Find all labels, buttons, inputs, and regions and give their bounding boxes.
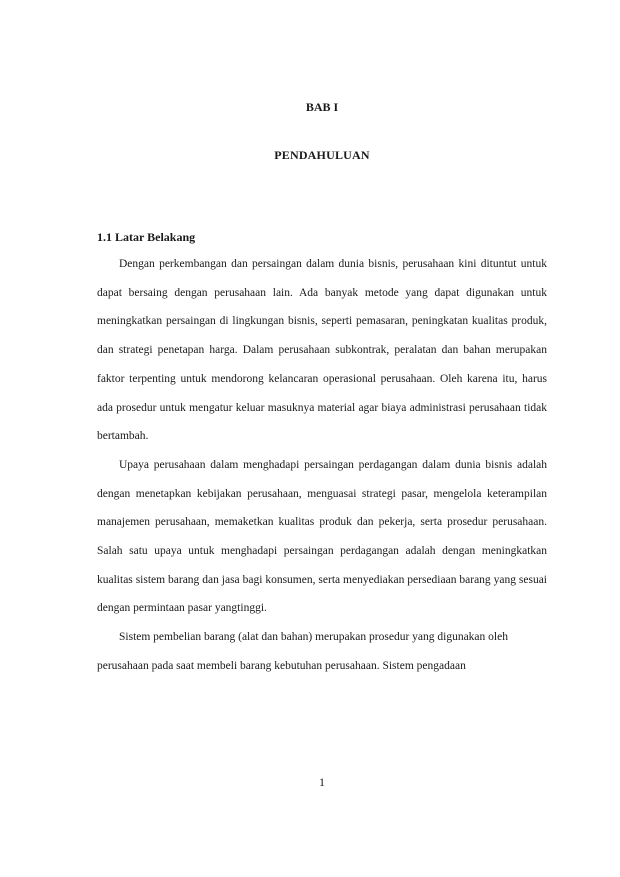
body-text [97, 250, 547, 681]
page-number: 1 [319, 775, 325, 789]
paragraph-2: Upaya perusahaan dalam menghadapi persaingan perdagangan dalam dunia bisnis adalah dengan menetapkan kebijakan perusahaan, menguasai strategi pasar, mengelola keterampilan manajemen perusahaan, memaketkan kualitas produk dan pekerja, serta prosedur perusahaan. Salah satu upaya untuk menghadapi persaingan perdagangan adalah dengan meningkatkan kualitas sistem barang dan jasa bagi konsumen, serta menyediakan persediaan barang yang sesuai dengan permintaan pasar yangtinggi. [97, 458, 547, 615]
chapter-title: PENDAHULUAN [274, 148, 370, 162]
paragraph-3: Sistem pembelian barang (alat dan bahan) merupakan prosedur yang digunakan oleh perusahaan pada saat membeli barang kebutuhan perusahaan. Sistem pengadaan [97, 631, 508, 672]
chapter-label: BAB I [305, 100, 339, 114]
paragraph-1: Dengan perkembangan dan persaingan dalam dunia bisnis, perusahaan kini dituntut untuk dapat bersaing dengan perusahaan lain. Ada banyak metode yang dapat digunakan untuk meningkatkan persaingan di lingkungan bisnis, seperti pemasaran, peningkatan kualitas produk, dan strategi penetapan harga. Dalam perusahaan subkontrak, peralatan dan bahan merupakan faktor terpenting untuk mendorong kelancaran operasional perusahaan. Oleh karena itu, harus ada prosedur untuk mengatur keluar masuknya material agar biaya administrasi perusahaan tidak bertambah. [97, 258, 547, 443]
section-heading: 1.1 Latar Belakang [97, 230, 196, 244]
